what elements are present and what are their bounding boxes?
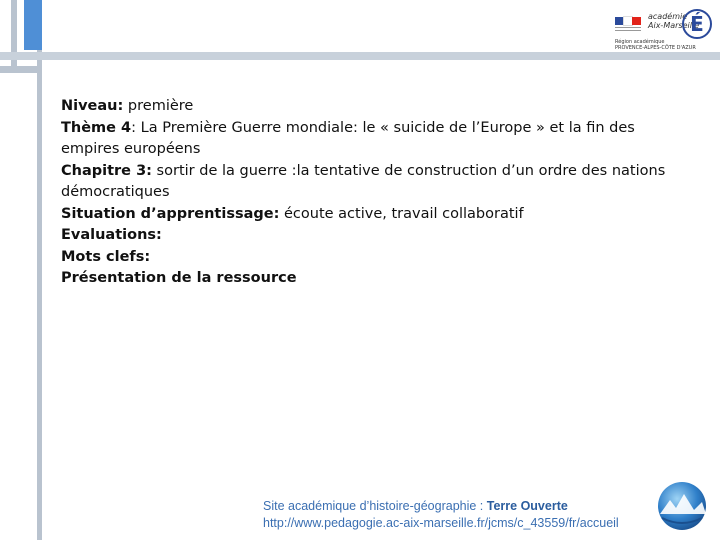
- chapitre-line: [61, 161, 671, 204]
- niveau-label: Niveau:: [61, 98, 124, 114]
- left-frame-bar: [37, 0, 42, 540]
- situation-label: Situation d’apprentissage:: [61, 205, 280, 222]
- presentation-label: Présentation de la ressource: [61, 270, 297, 286]
- region-line2: PROVENCE-ALPES-CÔTE D'AZUR: [615, 45, 696, 51]
- academy-line1: académie: [648, 12, 688, 21]
- footer-site-line: [263, 498, 619, 515]
- academy-e-emblem-icon: [680, 4, 712, 44]
- niveau-line: [61, 96, 671, 118]
- theme-value: : La Première Guerre mondiale: le « suicide de l’Europe » et la fin des empires européens: [61, 119, 635, 157]
- region-line1: Région académique: [615, 39, 665, 45]
- mots-clefs-label: Mots clefs:: [61, 248, 151, 265]
- marianne-flag-icon: [615, 17, 641, 25]
- evaluations-line: [61, 225, 671, 247]
- footer-site-prefix: Site académique d’histoire-géographie :: [263, 499, 487, 513]
- chapitre-value: sortir de la guerre :la tentative de construction d’un ordre des nations démocratiques: [61, 162, 666, 200]
- footer-credits: [263, 498, 619, 532]
- resource-description: [61, 96, 671, 290]
- niveau-value: première: [123, 98, 194, 114]
- mots-clefs-line: [61, 247, 671, 269]
- footer-site-name[interactable]: Terre Ouverte: [486, 499, 568, 513]
- academy-line2: Aix-Marseille: [648, 21, 700, 30]
- academy-logo: [610, 4, 714, 54]
- presentation-line: [61, 268, 671, 290]
- terre-ouverte-globe-icon: [652, 480, 712, 532]
- theme-line: [61, 118, 671, 161]
- theme-label: Thème 4: [61, 119, 132, 136]
- top-frame-bar-small: [0, 66, 42, 73]
- chapitre-label: Chapitre 3:: [61, 162, 152, 179]
- situation-value: écoute active, travail collaboratif: [279, 205, 524, 222]
- ministry-caption-lines: [615, 27, 641, 35]
- emblem-letter: É: [690, 12, 704, 36]
- accent-square: [24, 0, 42, 50]
- evaluations-label: Evaluations:: [61, 227, 162, 243]
- footer-url-link[interactable]: http://www.pedagogie.ac-aix-marseille.fr/jcms/c_43559/fr/accueil: [263, 516, 619, 530]
- situation-line: [61, 204, 671, 226]
